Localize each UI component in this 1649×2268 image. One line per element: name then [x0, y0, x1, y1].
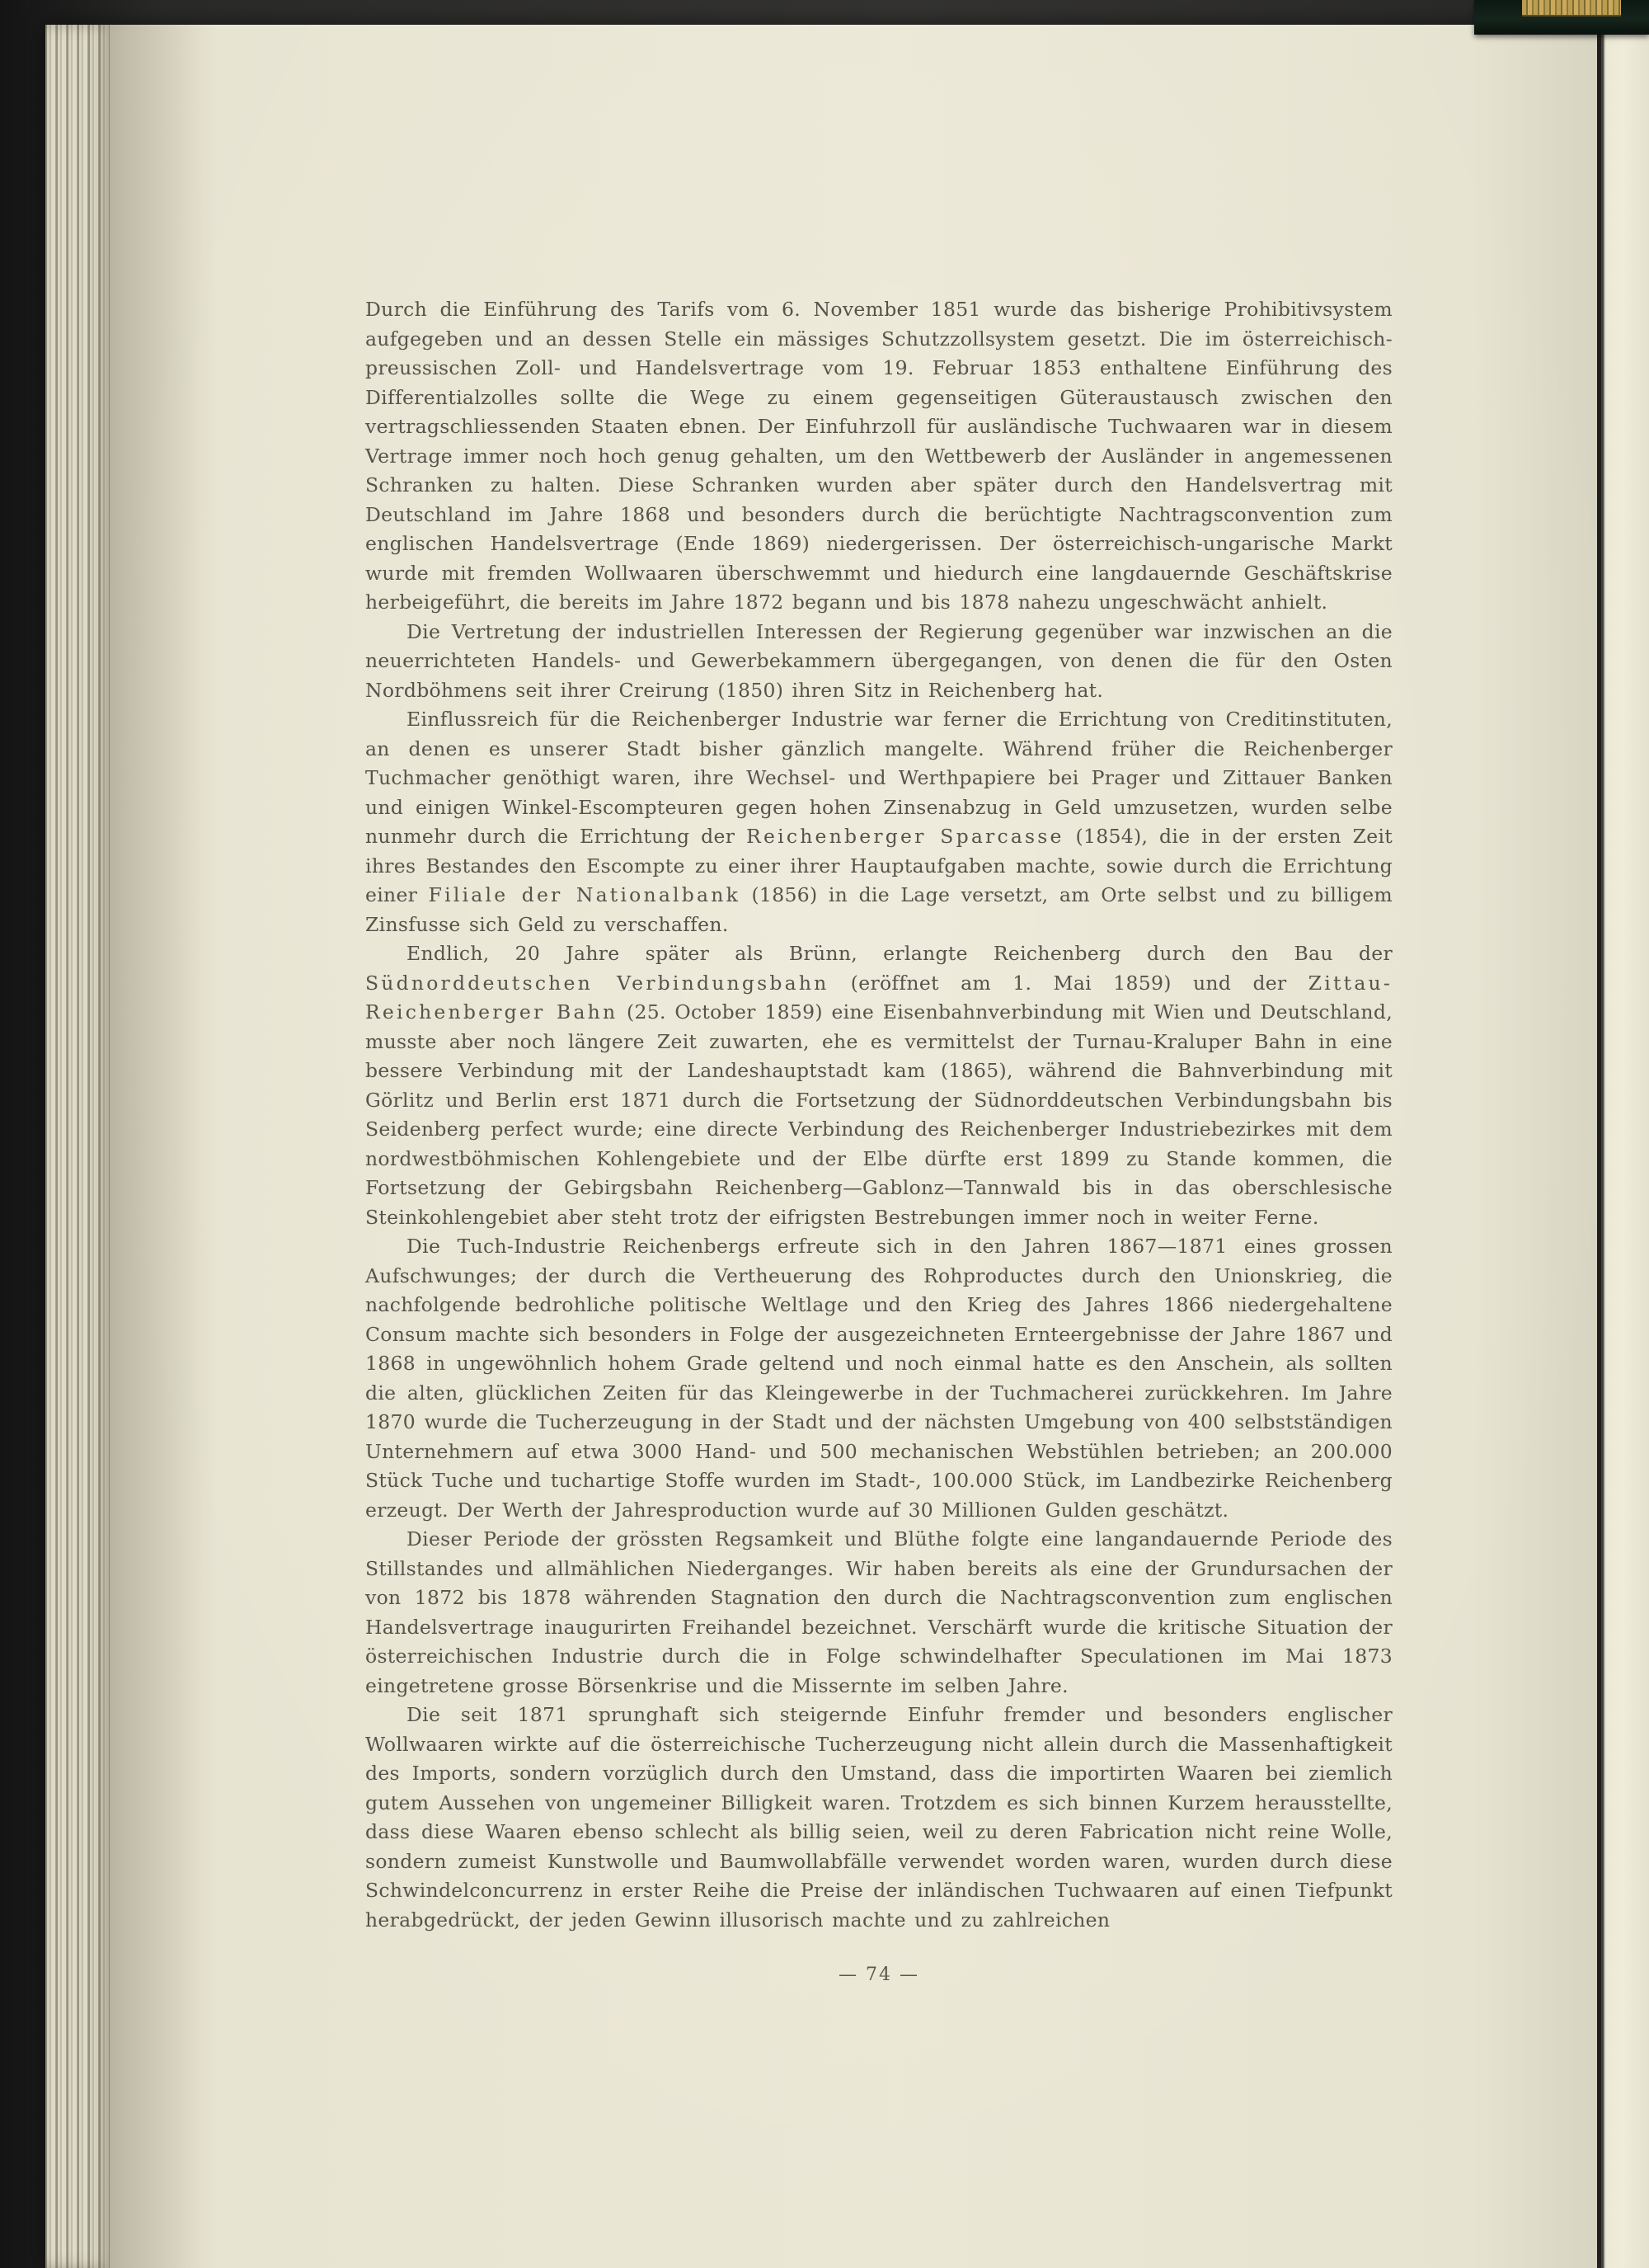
paragraph: [365, 295, 1393, 618]
emphasized-text: Reichenberger Sparcasse: [746, 825, 1064, 848]
paragraph: [365, 705, 1393, 939]
paragraph: [365, 1525, 1393, 1701]
paragraph: [365, 1232, 1393, 1525]
body-text: (1856) in die Lage versetzt, am Orte selbst und zu billigem Zinsfusse sich Geld zu verschaffen.: [365, 883, 1393, 936]
body-text: Die Vertretung der industriellen Interessen der Regierung gegenüber war inzwischen an die neuerrichteten Handels- und Gewerbekammern übergegangen, von denen die für den Osten Nordböhmens seit ihrer Creirung (1850) ihren Sitz in Reichenberg hat.: [365, 619, 1393, 702]
page-gutter-edges: [45, 25, 110, 2268]
body-text: Die seit 1871 sprunghaft sich steigernde Einfuhr fremder und besonders englischer Wollwaaren wirkte auf die österreichische Tucherzeugung nicht allein durch die Massenhaftigkeit des Imports, sondern vorzüglich durch den Umstand, dass die importirten Waaren bei ziemlich gutem Aussehen von ungemeiner Billigkeit waren. Trotzdem es sich binnen Kurzem herausstellte, dass diese Waaren ebenso schlecht als billig seien, weil zu deren Fabrication nicht reine Wolle, sondern zumeist Kunstwolle und Baumwollabfälle verwendet worden waren, wurden durch diese Schwindelconcurrenz in erster Reihe die Preise der inländischen Tuchwaaren auf einen Tiefpunkt herabgedrückt, der jeden Gewinn illusorisch machte und zu zahlreichen: [365, 1703, 1393, 1932]
book-cover-corner: [1474, 0, 1649, 35]
paragraph: [365, 939, 1393, 1232]
body-text: Durch die Einführung des Tarifs vom 6. November 1851 wurde das bisherige Prohibitivsystem aufgegeben und an dessen Stelle ein mässiges Schutzzollsystem gesetzt. Die im österreichisch-preussischen Zoll- und Handelsvertrage vom 19. Februar 1853 enthaltene Einführung des Differentialzolles sollte die Wege zu einem gegenseitigen Güteraustausch zwischen den vertragschliessenden Staaten ebnen. Der Einfuhrzoll für ausländische Tuchwaaren war in diesem Vertrage immer noch hoch genug gehalten, um den Wettbewerb der Ausländer in angemessenen Schranken zu halten. Diese Schranken wurden aber später durch den Handelsvertrag mit Deutschland im Jahre 1868 und besonders durch die berüchtigte Nachtragsconvention zum englischen Handelsvertrage (Ende 1869) niedergerissen. Der österreichisch-ungarische Markt wurde mit fremden Wollwaaren überschwemmt und hiedurch eine langdauernde Geschäftskrise herbeigeführt, die bereits im Jahre 1872 begann und bis 1878 nahezu ungeschwächt anhielt.: [365, 298, 1393, 614]
page-number: — 74 —: [839, 1965, 919, 1985]
next-page-edge: [1601, 23, 1649, 2268]
book-page: [45, 25, 1597, 2268]
body-text: Endlich, 20 Jahre später als Brünn, erlangte Reichenberg durch den Bau der: [406, 942, 1393, 965]
body-text: Einflussreich für die Reichenberger Industrie war ferner die Errichtung von Creditinstituten, an denen es unserer Stadt bisher gänzlich mangelte. Während früher die Reichenberger Tuchmacher genöthigt waren, ihre Wechsel- und Werthpapiere bei Prager und Zittauer Banken und einigen Winkel-Escompteuren gegen hohen Zinsenabzug in Geld umzusetzen, wurden selbe nunmehr durch die Errichtung der: [365, 708, 1393, 848]
body-text: (25. October 1859) eine Eisenbahnverbindung mit Wien und Deutschland, musste aber noch längere Zeit zuwarten, ehe es vermittelst der Turnau-Kraluper Bahn in eine bessere Verbindung mit der Landeshauptstadt kam (1865), während die Bahnverbindung mit Görlitz und Berlin erst 1871 durch die Fortsetzung der Südnorddeutschen Verbindungsbahn bis Seidenberg perfect wurde; eine directe Verbindung des Reichenberger Industriebezirkes mit dem nordwestböhmischen Kohlengebiete und der Elbe dürfte erst 1899 zu Stande kommen, die Fortsetzung der Gebirgsbahn Reichenberg—Gablonz—Tannwald bis in das oberschlesische Steinkohlengebiet aber steht trotz der eifrigsten Bestrebungen immer noch in weiter Ferne.: [365, 1000, 1393, 1229]
page-text: [365, 295, 1393, 1935]
emphasized-text: Filiale der Nationalbank: [428, 883, 741, 906]
emphasized-text: Zittau-Reichenberger Bahn: [365, 971, 1393, 1023]
body-text: Die Tuch-Industrie Reichenbergs erfreute sich in den Jahren 1867—1871 eines grossen Aufschwunges; der durch die Vertheuerung des Rohproductes durch den Unionskrieg, die nachfolgende bedrohliche politische Weltlage und den Krieg des Jahres 1866 niedergehaltene Consum machte sich besonders in Folge der ausgezeichneten Ernteergebnisse der Jahre 1867 und 1868 in ungewöhnlich hohem Grade geltend und noch einmal hatte es den Anschein, als sollten die alten, glücklichen Zeiten für das Kleingewerbe in der Tuchmacherei zurückkehren. Im Jahre 1870 wurde die Tucherzeugung in der Stadt und der nächsten Umgebung von 400 selbstständigen Unternehmern auf etwa 3000 Hand- und 500 mechanischen Webstühlen betrieben; an 200.000 Stück Tuche und tuchartige Stoffe wurden im Stadt-, 100.000 Stück, im Landbezirke Reichenberg erzeugt. Der Werth der Jahresproduction wurde auf 30 Millionen Gulden geschätzt.: [365, 1235, 1393, 1522]
gold-ornament: [1522, 0, 1621, 16]
emphasized-text: Südnorddeutschen Verbindungsbahn: [365, 971, 829, 995]
paragraph: [365, 618, 1393, 706]
gutter-shadow: [110, 25, 217, 2268]
body-text: Dieser Periode der grössten Regsamkeit und Blüthe folgte eine langandauernde Periode des Stillstandes und allmählichen Niederganges. Wir haben bereits als eine der Grundursachen der von 1872 bis 1878 währenden Stagnation den durch die Nachtragsconvention zum englischen Handelsvertrage inaugurirten Freihandel bezeichnet. Verschärft wurde die kritische Situation der österreichischen Industrie durch die in Folge schwindelhafter Speculationen im Mai 1873 eingetretene grosse Börsenkrise und die Missernte im selben Jahre.: [365, 1527, 1393, 1697]
body-text: (1854), die in der ersten Zeit ihres Bestandes den Escompte zu einer ihrer Hauptaufgaben machte, sowie durch die Errichtung einer: [365, 825, 1393, 906]
paragraph: [365, 1701, 1393, 1935]
body-text: (eröffnet am 1. Mai 1859) und der: [829, 971, 1308, 995]
